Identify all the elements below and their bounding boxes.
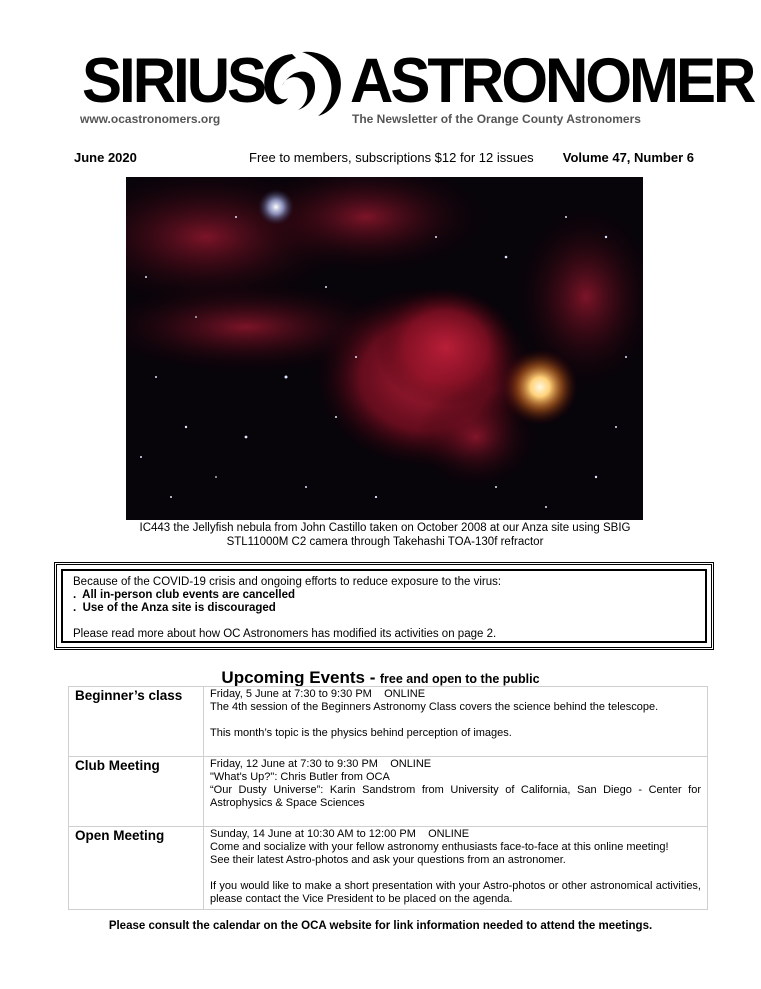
notice-bullet-1: . All in-person club events are cancelled [73, 589, 295, 601]
upcoming-events-heading: Upcoming Events - free and open to the public [221, 668, 540, 687]
photo-caption [120, 521, 650, 549]
event-description: Friday, 5 June at 7:30 to 9:30 PM ONLINE The 4th session of the Beginners Astronomy Class covers the science behind the telescope. This month’s topic is the physics behind perception of images. [204, 687, 708, 757]
event-name: Beginner’s class [69, 687, 204, 757]
table-row [69, 757, 708, 827]
events-table [68, 686, 708, 910]
caption-line-2: STL11000M C2 camera through Takehashi TOA-130f refractor [226, 536, 544, 548]
masthead [80, 45, 754, 128]
issue-volume: Volume 47, Number 6 [562, 150, 694, 165]
event-description: Sunday, 14 June at 10:30 AM to 12:00 PM ONLINE Come and socialize with your fellow astronomy enthusiasts face-to-face at this online meeting! See their latest Astro-photos and ask your questions from an astronomer. If you would like to make a short presentation with your Astro-photos or other astronomical activities, please contact the Vice President to be placed on the agenda. [204, 827, 708, 910]
covid-notice-box [54, 562, 714, 650]
notice-intro: Because of the COVID-19 crisis and ongoing efforts to reduce exposure to the virus: [73, 576, 502, 588]
event-name: Open Meeting [69, 827, 204, 910]
issue-date: June 2020 [74, 150, 137, 165]
notice-bullet-2: . Use of the Anza site is discouraged [73, 602, 276, 614]
footer-note: Please consult the calendar on the OCA website for link information needed to attend the meetings. [108, 920, 653, 932]
masthead-title-right: ASTRONOMER [350, 45, 754, 116]
event-description: Friday, 12 June at 7:30 to 9:30 PM ONLINE "What's Up?": Chris Butler from OCA “Our Dusty Universe”: Karin Sandstrom from University of California, San Diego - Center for Astrophysics & Space Sciences [204, 757, 708, 827]
website-url: www.ocastronomers.org [80, 112, 221, 126]
masthead-subtitle: The Newsletter of the Orange County Astronomers [352, 112, 641, 126]
masthead-title-left: SIRIUS [82, 45, 265, 116]
table-row [69, 687, 708, 757]
notice-outro: Please read more about how OC Astronomers has modified its activities on page 2. [73, 628, 497, 640]
caption-line-1: IC443 the Jellyfish nebula from John Castillo taken on October 2008 at our Anza site using SBIG [139, 522, 631, 534]
event-name: Club Meeting [69, 757, 204, 827]
issue-line [74, 150, 694, 166]
oca-logo-icon [252, 46, 352, 120]
table-row [69, 827, 708, 910]
subscription-price: Free to members, subscriptions $12 for 12 issues [249, 150, 534, 165]
jellyfish-nebula-photo [126, 177, 643, 520]
